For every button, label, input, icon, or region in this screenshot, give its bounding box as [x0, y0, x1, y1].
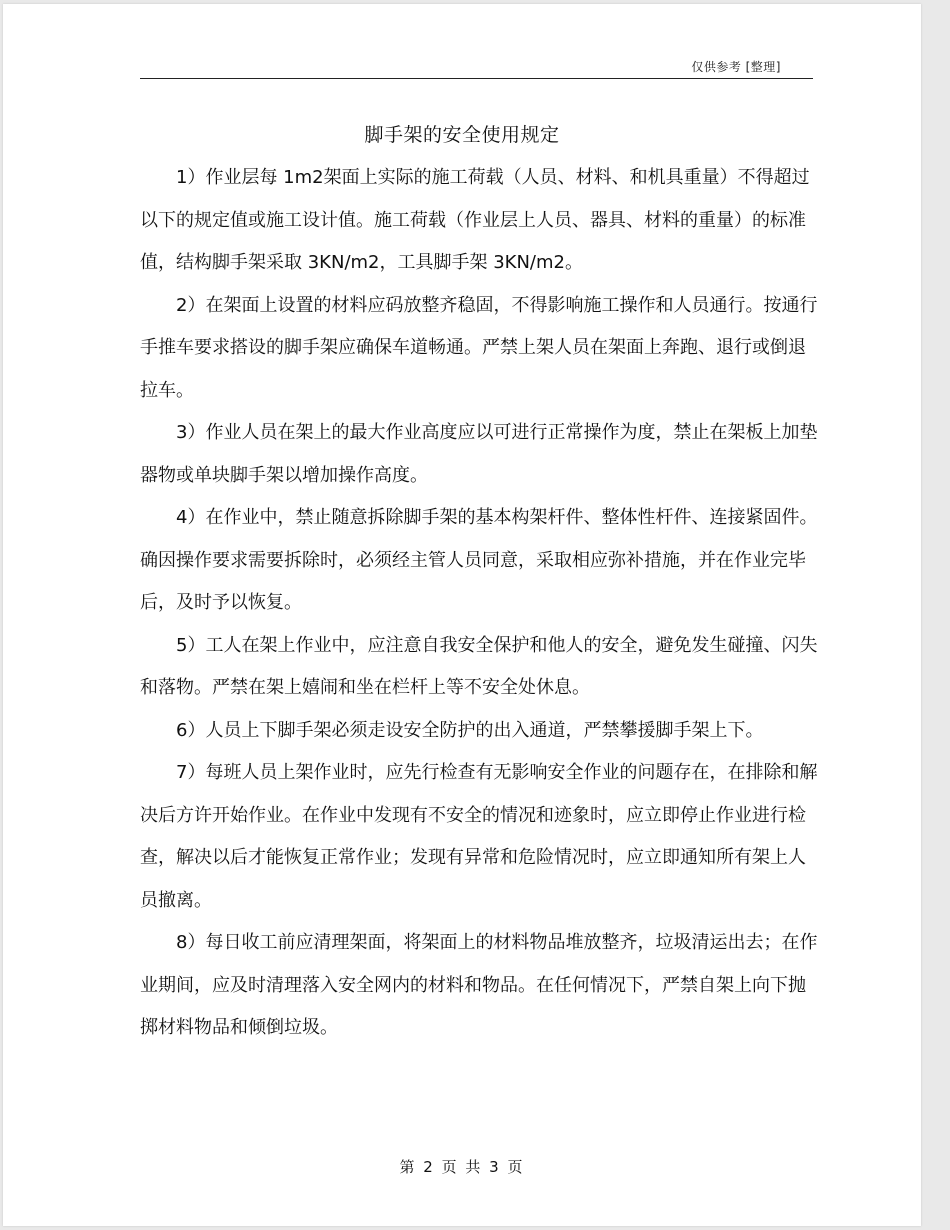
page-number: 第 2 页 共 3 页 [399, 1158, 525, 1176]
paragraph-6: 6）人员上下脚手架必须走设安全防护的出入通道，严禁攀援脚手架上下。 [176, 719, 764, 741]
header-divider [140, 78, 813, 79]
paragraph-4: 4）在作业中，禁止随意拆除脚手架的基本构架杆件、整体性杆件、连接紧固件。确因操作要求需要拆除时，必须经主管人员同意，采取相应弥补措施，并在作业完毕后，及时予以恢复。 [140, 507, 818, 613]
paragraph-5: 5）工人在架上作业中，应注意自我安全保护和他人的安全，避免发生碰撞、闪失和落物。严禁在架上嬉闹和坐在栏杆上等不安全处休息。 [140, 634, 818, 698]
paragraph-7: 7）每班人员上架作业时，应先行检查有无影响安全作业的问题存在，在排除和解决后方许开始作业。在作业中发现有不安全的情况和迹象时，应立即停止作业进行检查，解决以后才能恢复正常作业；发现有异常和危险情况时，应立即通知所有架上人员撤离。 [140, 762, 818, 911]
paragraph-2: 2）在架面上设置的材料应码放整齐稳固，不得影响施工操作和人员通行。按通行手推车要求搭设的脚手架应确保车道畅通。严禁上架人员在架面上奔跑、退行或倒退拉车。 [140, 294, 818, 401]
document-title: 脚手架的安全使用规定 [364, 124, 560, 146]
paragraph-3: 3）作业人员在架上的最大作业高度应以可进行正常操作为度，禁止在架板上加垫器物或单块脚手架以增加操作高度。 [140, 422, 818, 486]
paragraph-1: 1）作业层每 1m2架面上实际的施工荷载（人员、材料、和机具重量）不得超过以下的规定值或施工设计值。施工荷载（作业层上人员、器具、材料的重量）的标准值，结构脚手架采取 3KN/m2，工具脚手架 3KN/m2。 [140, 167, 810, 273]
document-page [3, 4, 921, 1226]
header-label: 仅供参考 [整理] [691, 60, 781, 74]
paragraph-8: 8）每日收工前应清理架面，将架面上的材料物品堆放整齐，垃圾清运出去；在作业期间，应及时清理落入安全网内的材料和物品。在任何情况下，严禁自架上向下抛掷材料物品和倾倒垃圾。 [140, 932, 818, 1038]
document-body [140, 157, 820, 1050]
